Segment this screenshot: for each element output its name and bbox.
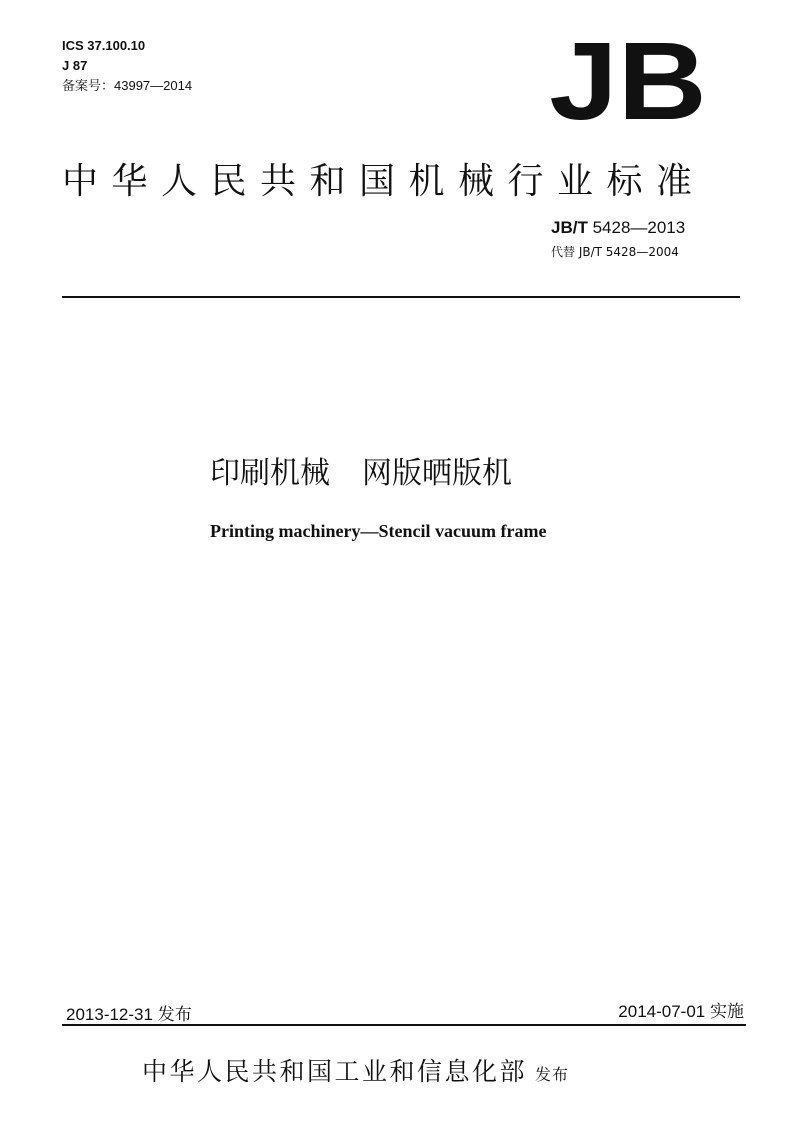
document-title-cn — [210, 448, 512, 492]
standard-prefix: JB/T — [551, 218, 588, 237]
footer-divider — [62, 1024, 746, 1026]
standard-number-value: 5428—2013 — [592, 218, 686, 237]
publisher — [142, 1052, 569, 1088]
publisher-name: 中华人民共和国工业和信息化部 — [142, 1057, 528, 1086]
implementation-date — [618, 997, 744, 1022]
replaces-standard: 代替 JB/T 5428—2004 — [551, 245, 679, 259]
publisher-suffix: 发布 — [535, 1065, 570, 1084]
record-number: 备案号：43997—2014 — [62, 78, 193, 93]
title-cn-part1: 印刷机械 — [210, 456, 330, 491]
issue-date-value: 2013-12-31 — [66, 1005, 153, 1024]
title-cn-part2: 网版晒版机 — [362, 456, 512, 491]
classification-code: J 87 — [62, 58, 88, 73]
classification-block — [62, 36, 192, 96]
standard-category-title: 中华人民共和国机械行业标准 — [62, 161, 706, 202]
header-divider — [62, 296, 740, 298]
jb-logo-text: JB — [549, 36, 707, 132]
standard-number — [551, 218, 685, 238]
ics-code: ICS 37.100.10 — [62, 38, 146, 53]
implementation-label: 实施 — [710, 1002, 744, 1022]
document-title-en: Printing machinery—Stencil vacuum frame — [210, 521, 547, 541]
jb-logo — [548, 36, 708, 132]
issue-label: 发布 — [157, 1005, 192, 1025]
issue-date — [66, 1000, 192, 1025]
implementation-date-value: 2014-07-01 — [618, 1002, 706, 1021]
